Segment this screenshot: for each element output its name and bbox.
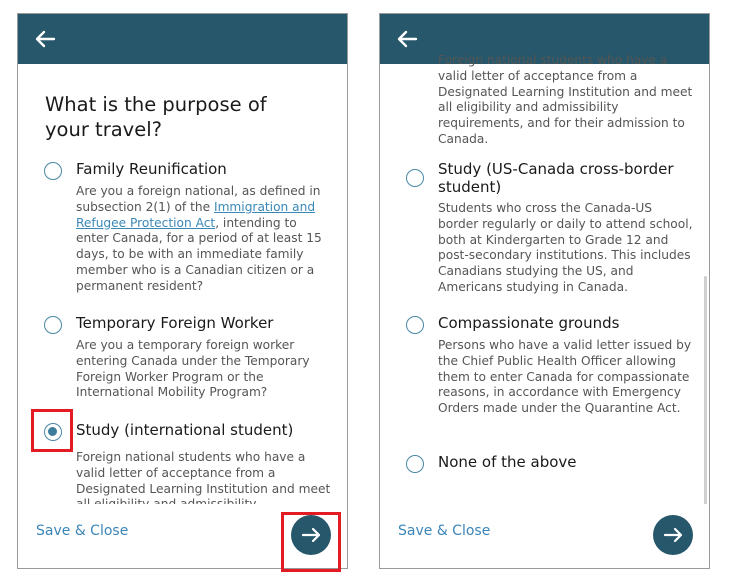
radio-family-reunification[interactable] <box>44 162 62 180</box>
next-button[interactable] <box>653 515 693 555</box>
radio-temporary-foreign-worker[interactable] <box>44 316 62 334</box>
footer-bar <box>18 504 347 568</box>
option-description: Are you a temporary foreign worker entering Canada under the Temporary Foreign Worker Program or the International Mobility Program? <box>76 338 310 400</box>
phone-screen-left <box>17 13 348 569</box>
phone-screen-right <box>379 13 710 569</box>
radio-compassionate-grounds[interactable] <box>406 316 424 334</box>
option-title: Study (US-Canada cross-border student) <box>438 160 674 196</box>
page-title: What is the purpose of your travel? <box>45 93 267 141</box>
save-close-button[interactable]: Save & Close <box>36 523 129 539</box>
scroll-content[interactable] <box>18 64 347 504</box>
option-description: Foreign national students who have a valid letter of acceptance from a Designated Learning Institution and meet <box>76 450 331 496</box>
option-title: None of the above <box>438 453 577 471</box>
radio-none-of-the-above[interactable] <box>406 455 424 473</box>
arrow-left-icon <box>32 25 60 53</box>
option-title: Family Reunification <box>76 160 227 178</box>
arrow-right-icon <box>300 524 322 546</box>
back-button[interactable] <box>32 25 60 53</box>
study-description-continued: Foreign national students who have a valid letter of acceptance from a Designated Learning Institution and meet all eligibility and admissibility requirements, and for their admission to Canada. <box>438 53 693 146</box>
top-bar <box>18 14 347 64</box>
option-title: Temporary Foreign Worker <box>76 314 274 332</box>
option-title: Compassionate grounds <box>438 314 620 332</box>
irpa-link[interactable]: Immigration and Refugee Protection Act <box>76 199 316 230</box>
option-title: Study (international student) <box>76 421 294 439</box>
footer-bar <box>380 504 709 568</box>
scroll-content[interactable] <box>380 53 709 504</box>
arrow-right-icon <box>662 524 684 546</box>
description-text: Are you a foreign national, as defined in subsection 2(1) of the <box>76 184 321 214</box>
option-description: Persons who have a valid letter issued by the Chief Public Health Officer allowing them to enter Canada for compassionate reasons, in accordance with Emergency Orders made under the Quarantine Act. <box>438 338 692 416</box>
description-text: , intending to enter Canada, for a period of at least 15 days, to be with an immediate family member who is a Canadian citizen or a permanent resident? <box>76 215 322 293</box>
option-description: Students who cross the Canada-US border regularly or daily to attend school, both at Kindergarten to Grade 12 and post-secondary institutions. This includes Canadians studying the US, and Americans studying in Canada. <box>438 201 693 294</box>
option-description <box>76 184 333 295</box>
radio-study-international[interactable] <box>44 423 62 441</box>
radio-study-us-canada[interactable] <box>406 169 424 187</box>
arrow-left-icon <box>394 25 422 53</box>
save-close-button[interactable]: Save & Close <box>398 523 491 539</box>
scrollbar[interactable] <box>704 276 707 506</box>
next-button[interactable] <box>291 515 331 555</box>
back-button[interactable] <box>394 25 422 53</box>
